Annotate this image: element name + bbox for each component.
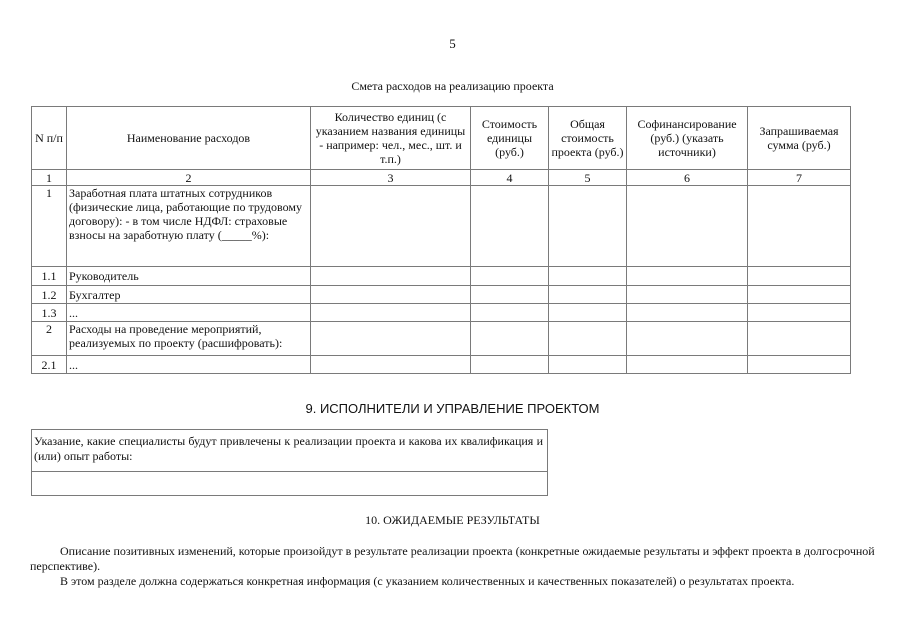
header-total-cost: Общая стоимость проекта (руб.) bbox=[549, 107, 627, 170]
header-expense-name: Наименование расходов bbox=[67, 107, 311, 170]
expected-results-text bbox=[30, 544, 882, 589]
row-number: 1.1 bbox=[32, 267, 67, 286]
row-number: 1.3 bbox=[32, 304, 67, 322]
divider bbox=[32, 471, 547, 472]
row-expense-name: Заработная плата штатных сотрудников (физические лица, работающие по трудовому договору): - в том числе НДФЛ: страховые взносы на заработную плату (_____%): bbox=[67, 186, 311, 267]
cell-total-cost[interactable] bbox=[549, 267, 627, 286]
cell-cofinancing[interactable] bbox=[627, 356, 748, 374]
table-row bbox=[32, 186, 851, 267]
cell-total-cost[interactable] bbox=[549, 304, 627, 322]
cell-requested-amount[interactable] bbox=[748, 186, 851, 267]
cell-unit-count[interactable] bbox=[311, 356, 471, 374]
table-row bbox=[32, 356, 851, 374]
executors-box bbox=[31, 429, 548, 496]
header-row bbox=[32, 107, 851, 170]
row-expense-name: Расходы на проведение мероприятий, реализуемых по проекту (расшифровать): bbox=[67, 322, 311, 356]
header-number: N п/п bbox=[32, 107, 67, 170]
cell-total-cost[interactable] bbox=[549, 186, 627, 267]
executors-instruction: Указание, какие специалисты будут привлечены к реализации проекта и какова их квалификация и (или) опыт работы: bbox=[34, 434, 543, 463]
cell-cofinancing[interactable] bbox=[627, 267, 748, 286]
cell-unit-cost[interactable] bbox=[471, 267, 549, 286]
cell-requested-amount[interactable] bbox=[748, 267, 851, 286]
table-row bbox=[32, 322, 851, 356]
row-expense-name: Бухгалтер bbox=[67, 286, 311, 304]
cell-cofinancing[interactable] bbox=[627, 322, 748, 356]
table-row bbox=[32, 304, 851, 322]
cell-unit-count[interactable] bbox=[311, 322, 471, 356]
cell-cofinancing[interactable] bbox=[627, 304, 748, 322]
cell-total-cost[interactable] bbox=[549, 322, 627, 356]
header-unit-cost: Стоимость единицы (руб.) bbox=[471, 107, 549, 170]
column-index: 4 bbox=[471, 170, 549, 186]
column-index-row bbox=[32, 170, 851, 186]
cell-unit-count[interactable] bbox=[311, 186, 471, 267]
cell-unit-cost[interactable] bbox=[471, 356, 549, 374]
cell-unit-count[interactable] bbox=[311, 286, 471, 304]
row-expense-name: ... bbox=[67, 356, 311, 374]
budget-title: Смета расходов на реализацию проекта bbox=[351, 79, 554, 93]
cell-cofinancing[interactable] bbox=[627, 286, 748, 304]
cell-requested-amount[interactable] bbox=[748, 322, 851, 356]
table-row bbox=[32, 267, 851, 286]
cell-unit-cost[interactable] bbox=[471, 304, 549, 322]
cell-total-cost[interactable] bbox=[549, 356, 627, 374]
column-index: 1 bbox=[32, 170, 67, 186]
cell-total-cost[interactable] bbox=[549, 286, 627, 304]
row-number: 2.1 bbox=[32, 356, 67, 374]
header-requested-amount: Запрашиваемая сумма (руб.) bbox=[748, 107, 851, 170]
column-index: 6 bbox=[627, 170, 748, 186]
row-number: 1.2 bbox=[32, 286, 67, 304]
row-number: 2 bbox=[32, 322, 67, 356]
results-paragraph: Описание позитивных изменений, которые произойдут в результате реализации проекта (конкретные ожидаемые результаты и эффект проекта в долгосрочной перспективе). bbox=[30, 544, 875, 573]
header-unit-count: Количество единиц (с указанием названия единицы - например: чел., мес., шт. и т.п.) bbox=[311, 107, 471, 170]
budget-table bbox=[31, 106, 851, 374]
cell-requested-amount[interactable] bbox=[748, 304, 851, 322]
cell-unit-cost[interactable] bbox=[471, 186, 549, 267]
results-paragraph: В этом разделе должна содержаться конкретная информация (с указанием количественных и качественных показателей) о результатах проекта. bbox=[60, 574, 795, 588]
cell-requested-amount[interactable] bbox=[748, 286, 851, 304]
table-row bbox=[32, 286, 851, 304]
section-9-heading: 9. ИСПОЛНИТЕЛИ И УПРАВЛЕНИЕ ПРОЕКТОМ bbox=[305, 401, 600, 416]
column-index: 2 bbox=[67, 170, 311, 186]
section-10-heading: 10. ОЖИДАЕМЫЕ РЕЗУЛЬТАТЫ bbox=[365, 513, 540, 527]
row-expense-name: Руководитель bbox=[67, 267, 311, 286]
column-index: 3 bbox=[311, 170, 471, 186]
cell-unit-cost[interactable] bbox=[471, 322, 549, 356]
cell-unit-cost[interactable] bbox=[471, 286, 549, 304]
cell-unit-count[interactable] bbox=[311, 304, 471, 322]
cell-cofinancing[interactable] bbox=[627, 186, 748, 267]
row-expense-name: ... bbox=[67, 304, 311, 322]
header-cofinancing: Софинансирование (руб.) (указать источники) bbox=[627, 107, 748, 170]
cell-unit-count[interactable] bbox=[311, 267, 471, 286]
row-number: 1 bbox=[32, 186, 67, 267]
column-index: 7 bbox=[748, 170, 851, 186]
cell-requested-amount[interactable] bbox=[748, 356, 851, 374]
column-index: 5 bbox=[549, 170, 627, 186]
page-number: 5 bbox=[449, 36, 456, 51]
